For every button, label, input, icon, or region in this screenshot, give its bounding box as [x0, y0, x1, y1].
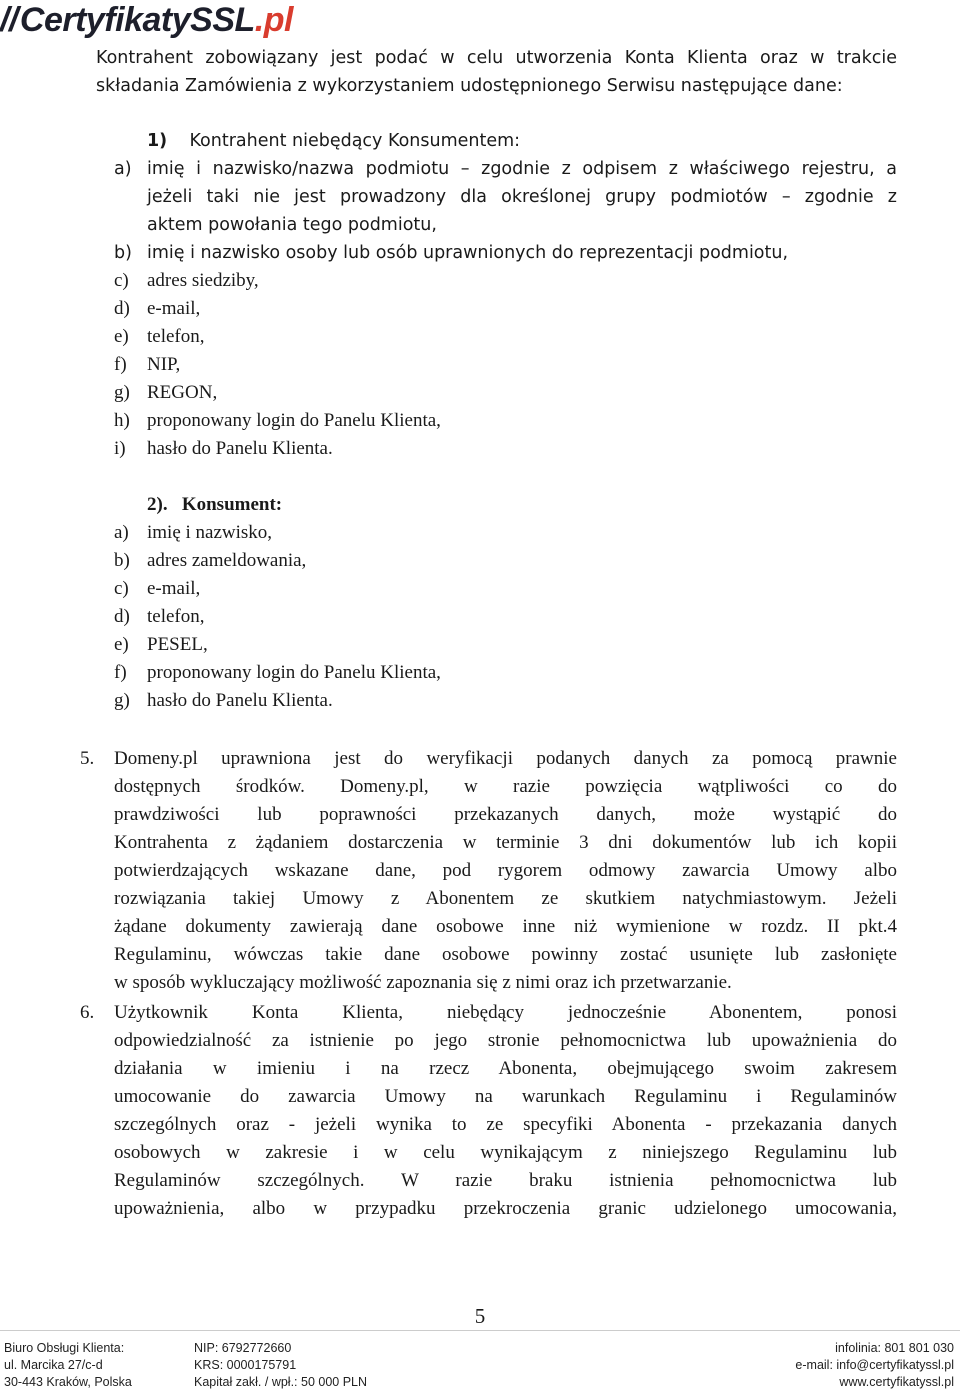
s2-item-e: PESEL, — [147, 634, 208, 655]
s1-label-g: g) — [114, 382, 130, 403]
s1-item-d: e-mail, — [147, 298, 201, 319]
s2-item-c: e-mail, — [147, 578, 201, 599]
s1-label-c: c) — [114, 270, 129, 291]
point6-line-2: odpowiedzialność za istnienie po jego stronie pełnomocnictwa lub upoważnienia do — [114, 1030, 897, 1051]
point6-line-3: działania w imieniu i na rzecz Abonenta, obejmującego swoim zakresem — [114, 1058, 897, 1079]
footer-website[interactable]: www.certyfikatyssl.pl — [839, 1375, 954, 1389]
section2-heading — [147, 491, 282, 519]
s1-item-e: telefon, — [147, 326, 205, 347]
s1-item-a-line-1: imię i nazwisko/nazwa podmiotu – zgodnie z odpisem z właściwego rejestru, a — [147, 159, 897, 179]
footer-divider — [0, 1330, 960, 1331]
section1-num: 1) — [147, 131, 168, 151]
s2-item-d: telefon, — [147, 606, 205, 627]
s2-item-f: proponowany login do Panelu Klienta, — [147, 662, 441, 683]
intro-line-2: składania Zamówienia z wykorzystaniem udostępnionego Serwisu następujące dane: — [96, 76, 843, 96]
point5-line-2: dostępnych środków. Domeny.pl, w razie powzięcia wątpliwości co do — [114, 776, 897, 797]
brand-logo — [0, 0, 293, 40]
s1-item-h: proponowany login do Panelu Klienta, — [147, 410, 441, 431]
point5-line-4: Kontrahenta z żądaniem dostarczenia w terminie 3 dni dokumentów lub ich kopii — [114, 832, 897, 853]
footer-krs: KRS: 0000175791 — [194, 1358, 297, 1372]
footer-nip: NIP: 6792772660 — [194, 1341, 292, 1355]
s1-label-h: h) — [114, 410, 130, 431]
s2-item-g: hasło do Panelu Klienta. — [147, 690, 333, 711]
s1-item-a-line-3: aktem powołania tego podmiotu, — [147, 215, 437, 235]
point6-line-5: szczególnych oraz - jeżeli wynika to ze specyfiki Abonenta - przekazania danych — [114, 1114, 897, 1135]
point6-line-7: Regulaminów szczególnych. W razie braku istnienia pełnomocnictwa lub — [114, 1170, 897, 1191]
footer-email[interactable]: e-mail: info@certyfikatyssl.pl — [795, 1358, 954, 1372]
section1-heading — [147, 127, 520, 155]
s2-label-g: g) — [114, 690, 130, 711]
footer-office-label: Biuro Obsługi Klienta: — [4, 1341, 125, 1355]
section1-title: Kontrahent niebędący Konsumentem: — [189, 131, 521, 151]
s2-label-f: f) — [114, 662, 127, 683]
s1-item-i: hasło do Panelu Klienta. — [147, 438, 333, 459]
footer-city: 30-443 Kraków, Polska — [4, 1375, 132, 1389]
footer-col-1 — [4, 1340, 132, 1391]
page-number: 5 — [474, 1304, 486, 1328]
s2-label-c: c) — [114, 578, 129, 599]
footer-capital: Kapitał zakł. / wpł.: 50 000 PLN — [194, 1375, 368, 1389]
s1-label-f: f) — [114, 354, 127, 375]
s1-label-b: b) — [114, 243, 132, 263]
s1-item-a-line-2: jeżeli taki nie jest prowadzony dla określonej grupy podmiotów – zgodnie z — [147, 187, 897, 207]
point5-line-1: Domeny.pl uprawniona jest do weryfikacji podanych danych za pomocą prawnie — [114, 748, 897, 769]
logo-text: CertyfikatySSL — [19, 0, 255, 39]
point5-num: 5. — [80, 748, 95, 769]
point6-line-4: umocowanie do zawarcia Umowy na warunkach Regulaminu i Regulaminów — [114, 1086, 897, 1107]
point5-line-5: potwierdzających wskazane dane, pod rygorem odmowy zawarcia Umowy albo — [114, 860, 897, 881]
section2-num: 2). — [147, 494, 168, 515]
footer-col-3 — [795, 1340, 954, 1391]
point6-line-1: Użytkownik Konta Klienta, niebędący jednocześnie Abonentem, ponosi — [114, 1002, 897, 1023]
point5-line-7: żądane dokumenty zawierają dane osobowe inne niż wymienione w rozdz. II pkt.4 — [114, 916, 897, 937]
s1-label-e: e) — [114, 326, 129, 347]
footer-hotline: infolinia: 801 801 030 — [835, 1341, 954, 1355]
s1-item-f: NIP, — [147, 354, 181, 375]
point6-num: 6. — [80, 1002, 95, 1023]
s1-label-i: i) — [114, 438, 126, 459]
logo-slashes: // — [0, 0, 18, 39]
s1-label-d: d) — [114, 298, 130, 319]
point6-line-6: osobowych w zakresie i w celu wynikającym z niniejszego Regulaminu lub — [114, 1142, 897, 1163]
s2-label-e: e) — [114, 634, 129, 655]
point6-line-8: upoważnienia, albo w przypadku przekroczenia granic udzielonego umocowania, — [114, 1198, 897, 1219]
s2-label-b: b) — [114, 550, 130, 571]
s1-item-g: REGON, — [147, 382, 218, 403]
s2-item-a: imię i nazwisko, — [147, 522, 273, 543]
s1-label-a: a) — [114, 159, 132, 179]
point5-line-9: w sposób wykluczający możliwość zapoznania się z nimi oraz ich przetwarzanie. — [114, 972, 732, 993]
s1-item-c: adres siedziby, — [147, 270, 259, 291]
s2-label-a: a) — [114, 522, 129, 543]
s2-item-b: adres zameldowania, — [147, 550, 307, 571]
footer-street: ul. Marcika 27/c-d — [4, 1358, 103, 1372]
s1-item-b: imię i nazwisko osoby lub osób uprawnionych do reprezentacji podmiotu, — [147, 243, 789, 263]
section2-title: Konsument: — [181, 494, 283, 515]
point5-line-3: prawdziwości lub poprawności przekazanych danych, może wystąpić do — [114, 804, 897, 825]
footer-col-2 — [194, 1340, 367, 1391]
intro-line-1: Kontrahent zobowiązany jest podać w celu utworzenia Konta Klienta oraz w trakcie — [96, 48, 897, 68]
point5-line-8: Regulaminu, wówczas takie dane osobowe powinny zostać usunięte lub zasłonięte — [114, 944, 897, 965]
logo-tld: .pl — [254, 0, 293, 39]
s2-label-d: d) — [114, 606, 130, 627]
point5-line-6: rozwiązania takiej Umowy z Abonentem ze skutkiem natychmiastowym. Jeżeli — [114, 888, 897, 909]
